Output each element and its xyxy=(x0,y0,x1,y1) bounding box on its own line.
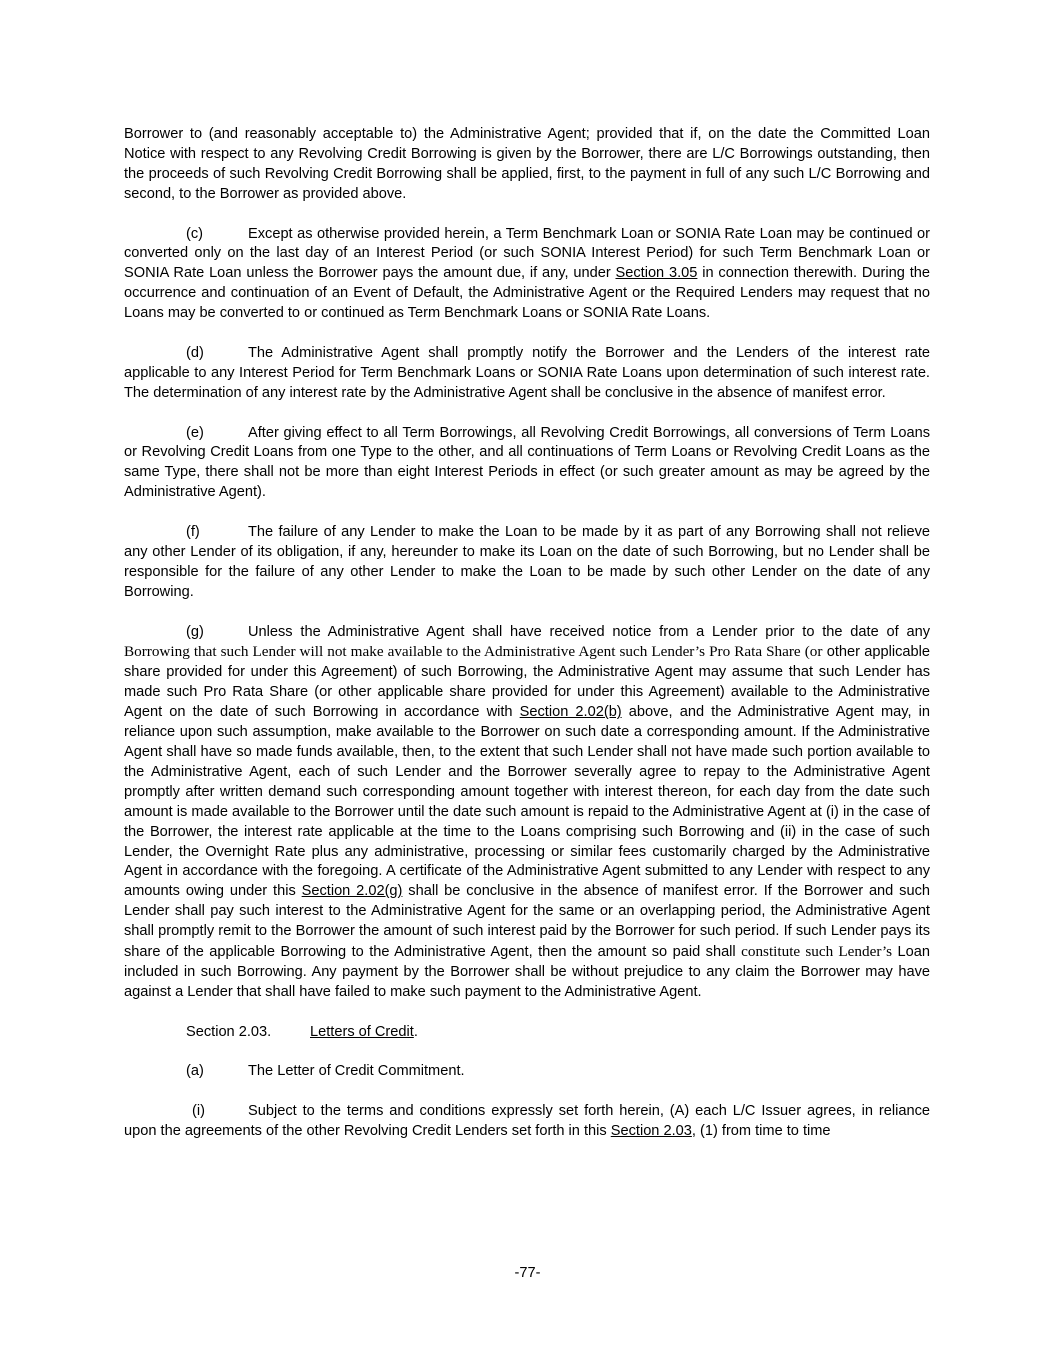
paragraph-label: (a) xyxy=(186,1063,204,1080)
section-title: Letters of Credit xyxy=(310,1023,414,1040)
paragraph-f xyxy=(124,523,930,603)
paragraph-text: The failure of any Lender to make the Loan to be made by it as part of any Borrowing shall not relieve any other Lender of its obligation, if any, hereunder to make its Loan on the date of such Borrowing, but no Lender shall be responsible for the failure of any other Lender to make the Loan to be made by such other Lender on the date of any Borrowing. xyxy=(124,524,930,600)
section-heading-2-03 xyxy=(186,1023,930,1043)
paragraph-text: Subject to the terms and conditions expressly set forth herein, (A) each L/C Issuer agrees, in reliance upon the agreements of the other Revolving Credit Lenders set forth in this xyxy=(124,1103,930,1140)
section-number: Section 2.03. xyxy=(186,1023,272,1040)
paragraph-label: (d) xyxy=(186,344,204,361)
paragraph-label: (e) xyxy=(186,424,204,441)
section-reference-2-02b: Section 2.02(b) xyxy=(519,704,622,721)
document-body xyxy=(124,125,930,1162)
section-reference-3-05: Section 3.05 xyxy=(615,265,698,282)
paragraph-text: other applicable share provided for under this Agreement) of such Borrowing, the Administrative Agent may assume that such Lender has made such Pro Rata Share (or other applicable share provided for under this Agreement) available to the Administrative Agent on the date of such Borrowing in accordance with xyxy=(124,644,930,721)
paragraph-text-serif: Borrowing that such Lender will not make available to the Administrative Agent such Lender’s Pro Rata Share (or xyxy=(124,643,823,661)
paragraph-text: The Letter of Credit Commitment. xyxy=(248,1063,465,1080)
paragraph-g xyxy=(124,623,930,1003)
paragraph-text: After giving effect to all Term Borrowings, all Revolving Credit Borrowings, all conversions of Term Loans or Revolving Credit Loans from one Type to the other, and all continuations of Term Loans or Revolving Credit Loans as the same Type, there shall not be more than eight Interest Periods in effect (or such greater amount as may be agreed by the Administrative Agent). xyxy=(124,424,930,501)
paragraph-c xyxy=(124,225,930,325)
paragraph-2-03-a xyxy=(186,1062,930,1082)
paragraph-text: in connection therewith. During the occurrence and continuation of an Event of Default, the Administrative Agent or the Required Lenders may request that no Loans may be converted to or continued as Term Benchmark Loans or SONIA Rate Loans. xyxy=(124,265,930,322)
section-title-period: . xyxy=(413,1023,418,1040)
paragraph-text: Borrower to (and reasonably acceptable to) the Administrative Agent; provided that if, on the date the Committed Loan Notice with respect to any Revolving Credit Borrowing is given by the Borrower, there are L/C Borrowings outstanding, then the proceeds of such Revolving Credit Borrowing shall be applied, first, to the payment in full of any such L/C Borrowing and second, to the Borrower as provided above. xyxy=(124,126,930,202)
paragraph-text: Except as otherwise provided herein, a Term Benchmark Loan or SONIA Rate Loan may be continued or converted only on the last day of an Interest Period (or such SONIA Interest Period) for such Term Benchmark Loan or SONIA Rate Loan unless the Borrower pays the amount due, if any, under xyxy=(124,225,930,282)
paragraph-text-serif: constitute such Lender’s xyxy=(741,943,893,961)
paragraph-text: above, and the Administrative Agent may, in reliance upon such assumption, make available to the Borrower on such date a corresponding amount. If the Administrative Agent shall have so made funds available, then, to the extent that such Lender shall not have made such portion available to the Administrative Agent, each of such Lender and the Borrower severally agree to repay to the Administrative Agent promptly after written demand such corresponding amount together with interest thereon, for each day from the date such amount is made available to the Borrower until the date such amount is repaid to the Administrative Agent at (i) in the case of the Borrower, the interest rate applicable at the time to the Loans comprising such Borrowing and (ii) in the case of such Lender, the Overnight Rate plus any administrative, processing or similar fees customarily charged by the Administrative Agent in accordance with the foregoing. A certificate of the Administrative Agent submitted to any Lender with respect to any amounts owing under this xyxy=(124,704,930,900)
paragraph-text: Loan included in such Borrowing. Any payment by the Borrower shall be without prejudice to any claim the Borrower may have against a Lender that shall have failed to make such payment to the Administrative Agent. xyxy=(124,944,931,1000)
paragraph-e xyxy=(124,424,930,504)
paragraph-intro xyxy=(124,125,930,205)
page-number: -77- xyxy=(514,1265,541,1281)
paragraph-text: shall be conclusive in the absence of manifest error. If the Borrower and such Lender shall pay such interest to the Administrative Agent for the same or an overlapping period, the Administrative Agent shall promptly remit to the Borrower the amount of such interest paid by the Borrower for such period. If such Lender pays its share of the applicable Borrowing to the Administrative Agent, then the amount so paid shall xyxy=(124,883,930,961)
paragraph-text: The Administrative Agent shall promptly notify the Borrower and the Lenders of the interest rate applicable to any Interest Period for Term Benchmark Loans or SONIA Rate Loans upon determination of such interest rate. The determination of any interest rate by the Administrative Agent shall be conclusive in the absence of manifest error. xyxy=(124,344,930,401)
section-reference-2-02g: Section 2.02(g) xyxy=(301,883,403,900)
paragraph-d xyxy=(124,344,930,404)
paragraph-label: (c) xyxy=(186,225,204,242)
paragraph-label: (g) xyxy=(186,623,204,640)
paragraph-label: (i) xyxy=(192,1103,205,1120)
paragraph-text: Unless the Administrative Agent shall have received notice from a Lender prior to the date of any xyxy=(248,623,930,640)
section-reference-2-03: Section 2.03 xyxy=(610,1123,692,1140)
paragraph-2-03-a-i xyxy=(124,1102,930,1142)
paragraph-text: , (1) from time to time xyxy=(691,1123,831,1140)
paragraph-label: (f) xyxy=(186,524,200,541)
